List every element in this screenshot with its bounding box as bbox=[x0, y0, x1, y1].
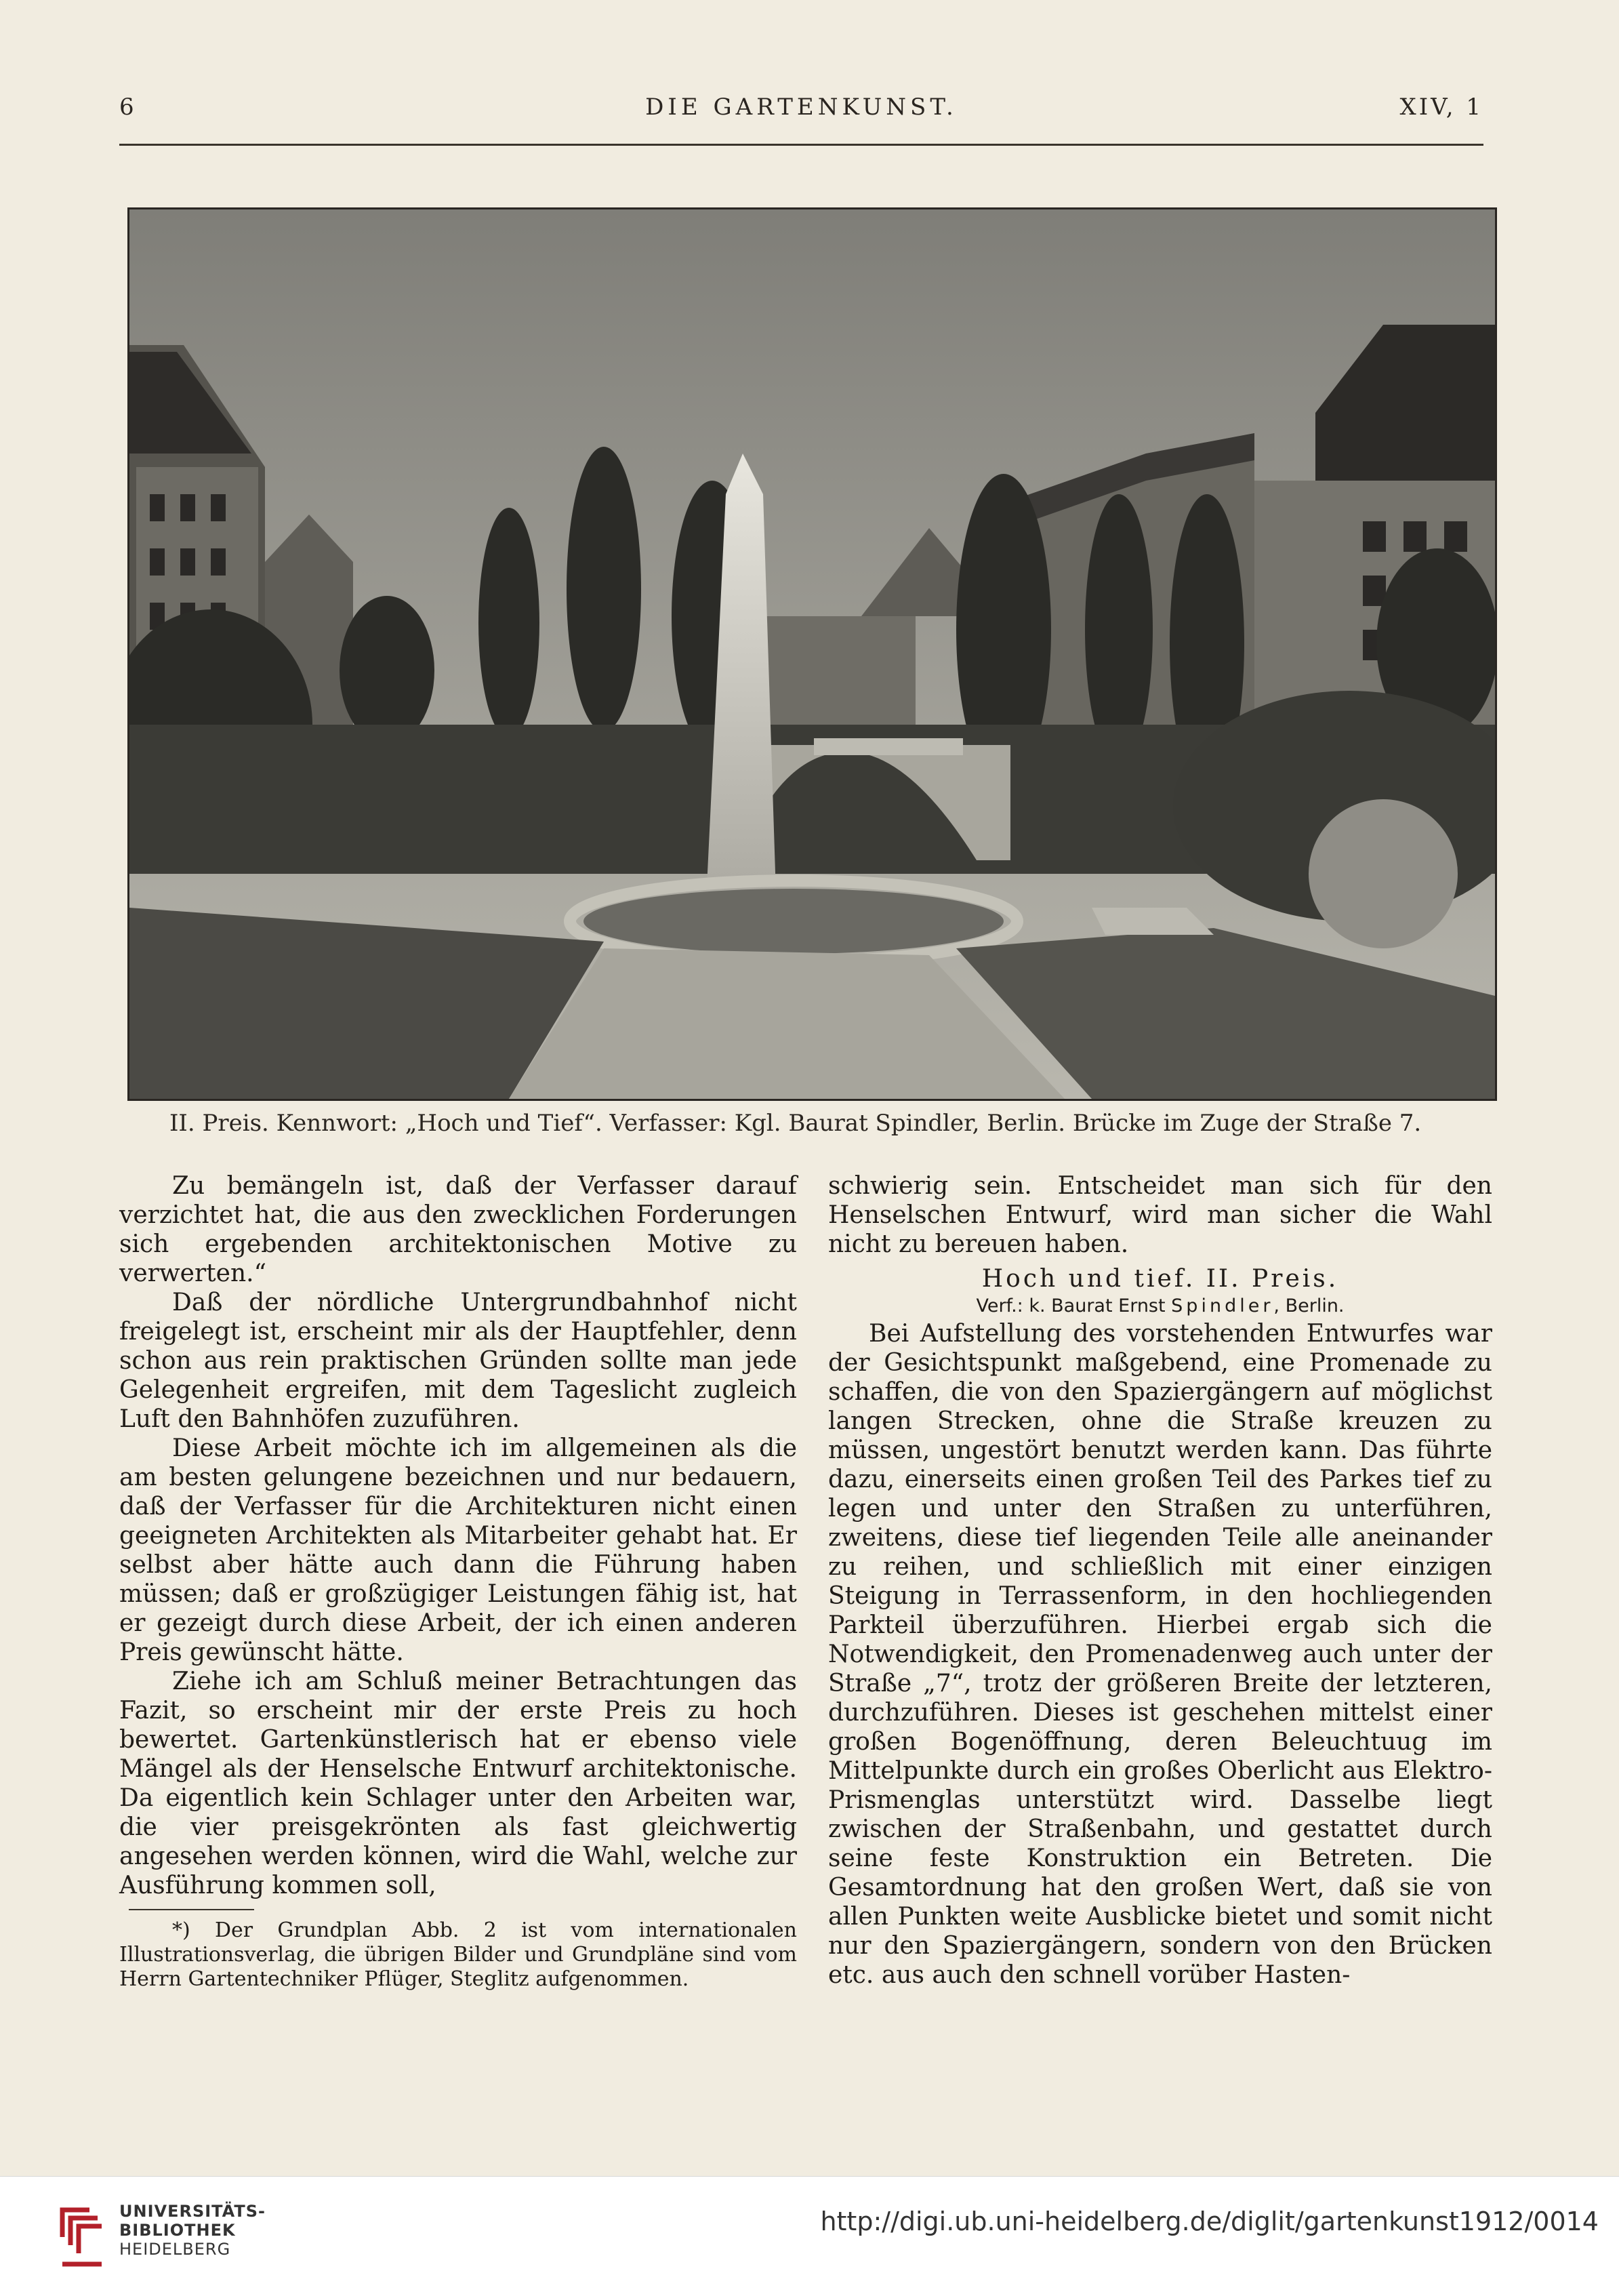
paragraph: Zu bemängeln ist, daß der Verfasser darauf verzichtet hat, die aus den zwecklichen Forderungen sich ergebenden architektonischen Motive zu verwerten.“ bbox=[119, 1172, 797, 1287]
library-name bbox=[119, 2202, 266, 2259]
author-suffix: , Berlin. bbox=[1273, 1295, 1345, 1316]
paragraph: Ziehe ich am Schluß meiner Betrachtungen das Fazit, so erscheint mir der erste Preis zu hoch bewertet. Gartenkünstlerisch hat er ebenso viele Mängel als der Henselsche Entwurf architektonische. Da eigentlich kein Schlager unter den Arbeiten war, die vier preisgekrönten als fast gleichwertig angesehen werden können, wird die Wahl, welche zur Ausführung kommen soll, bbox=[119, 1668, 797, 1899]
footnote-rule bbox=[129, 1909, 254, 1910]
paragraph: Diese Arbeit möchte ich im allgemeinen als die am besten gelungene bezeichnen und nur bedauern, daß der Verfasser für die Architekturen nicht einen geeigneten Architekten als Mitarbeiter gehabt hat. Er selbst aber hätte auch dann die Führung haben müssen; daß er großzügiger Leistungen fähig ist, hat er gezeigt durch diese Arbeit, der ich einen anderen Preis gewünscht hätte. bbox=[119, 1434, 797, 1666]
library-name-line: HEIDELBERG bbox=[119, 2240, 231, 2259]
running-header bbox=[119, 94, 1483, 134]
left-column bbox=[119, 1171, 797, 1900]
section-title: Hoch und tief. II. Preis. bbox=[981, 1265, 1339, 1293]
journal-title: DIE GARTENKUNST. bbox=[645, 94, 958, 121]
document-url-link[interactable]: http://digi.ub.uni-heidelberg.de/diglit/gartenkunst1912/0014 bbox=[820, 2207, 1599, 2236]
illustration-park-bridge-fountain bbox=[127, 207, 1497, 1101]
paragraph-continuation: schwierig sein. Entscheidet man sich für den Henselschen Entwurf, wird man sicher die Wahl nicht zu bereuen haben. bbox=[828, 1172, 1492, 1258]
library-logo-icon[interactable] bbox=[57, 2196, 106, 2271]
author-line bbox=[828, 1293, 1492, 1319]
author-name: Spindler bbox=[1171, 1295, 1274, 1316]
figure-caption: II. Preis. Kennwort: „Hoch und Tief“. Verfasser: Kgl. Baurat Spindler, Berlin. Brücke im Zuge der Straße 7. bbox=[169, 1110, 1422, 1137]
right-column bbox=[828, 1171, 1492, 1990]
page-number: 6 bbox=[119, 94, 137, 121]
paragraph: Bei Aufstellung des vorstehenden Entwurfes war der Gesichtspunkt maßgebend, eine Promenade zu schaffen, die von den Spaziergängern auf möglichst langen Strecken, ohne die Straße kreuzen zu müssen, ungestört benutzt werden kann. Das führte dazu, einerseits einen großen Teil des Parkes tief zu legen und unter den Straßen zu unterführen, zweitens, diese tief liegenden Teile alle aneinander zu reihen, und schließlich mit einer einzigen Steigung in Terrassenform, in den hochliegenden Parkteil überzuführen. Hierbei ergab sich die Notwendigkeit, den Promenadenweg auch unter der Straße „7“, trotz der größeren Breite der letzteren, durchzuführen. Dieses ist geschehen mittelst einer großen Bogenöffnung, deren Beleuchtuug im Mittelpunkte durch ein großes Oberlicht aus Elektro-Prismenglas unterstützt wird. Dasselbe liegt zwischen der Straßenbahn, und gestattet durch seine feste Konstruktion ein Betreten. Die Gesamtordnung hat den großen Wert, daß sie von allen Punkten weite Ausblicke bietet und somit nicht nur den Spaziergängern, sondern von den Brücken etc. aus auch den schnell vorüber Hasten- bbox=[828, 1320, 1492, 1989]
header-rule bbox=[119, 144, 1483, 146]
author-prefix: Verf.: k. Baurat Ernst bbox=[976, 1295, 1172, 1316]
footnote bbox=[119, 1918, 797, 1992]
illustration-drawing bbox=[129, 209, 1495, 1099]
library-name-line: UNIVERSITÄTS- bbox=[119, 2202, 266, 2221]
footnote-text: *) Der Grundplan Abb. 2 ist vom internationalen Illustrationsverlag, die übrigen Bilder und Grundpläne sind vom Herrn Gartentechniker Pflüger, Steglitz aufgenommen. bbox=[119, 1918, 797, 1991]
paragraph: Daß der nördliche Untergrundbahnhof nicht freigelegt ist, erscheint mir als der Hauptfehler, denn schon aus rein praktischen Gründen sollte man jede Gelegenheit ergreifen, mit dem Tageslicht zugleich Luft den Bahnhöfen zuzuführen. bbox=[119, 1289, 797, 1433]
volume-number: XIV, 1 bbox=[1399, 94, 1483, 121]
library-name-line: BIBLIOTHEK bbox=[119, 2221, 236, 2240]
